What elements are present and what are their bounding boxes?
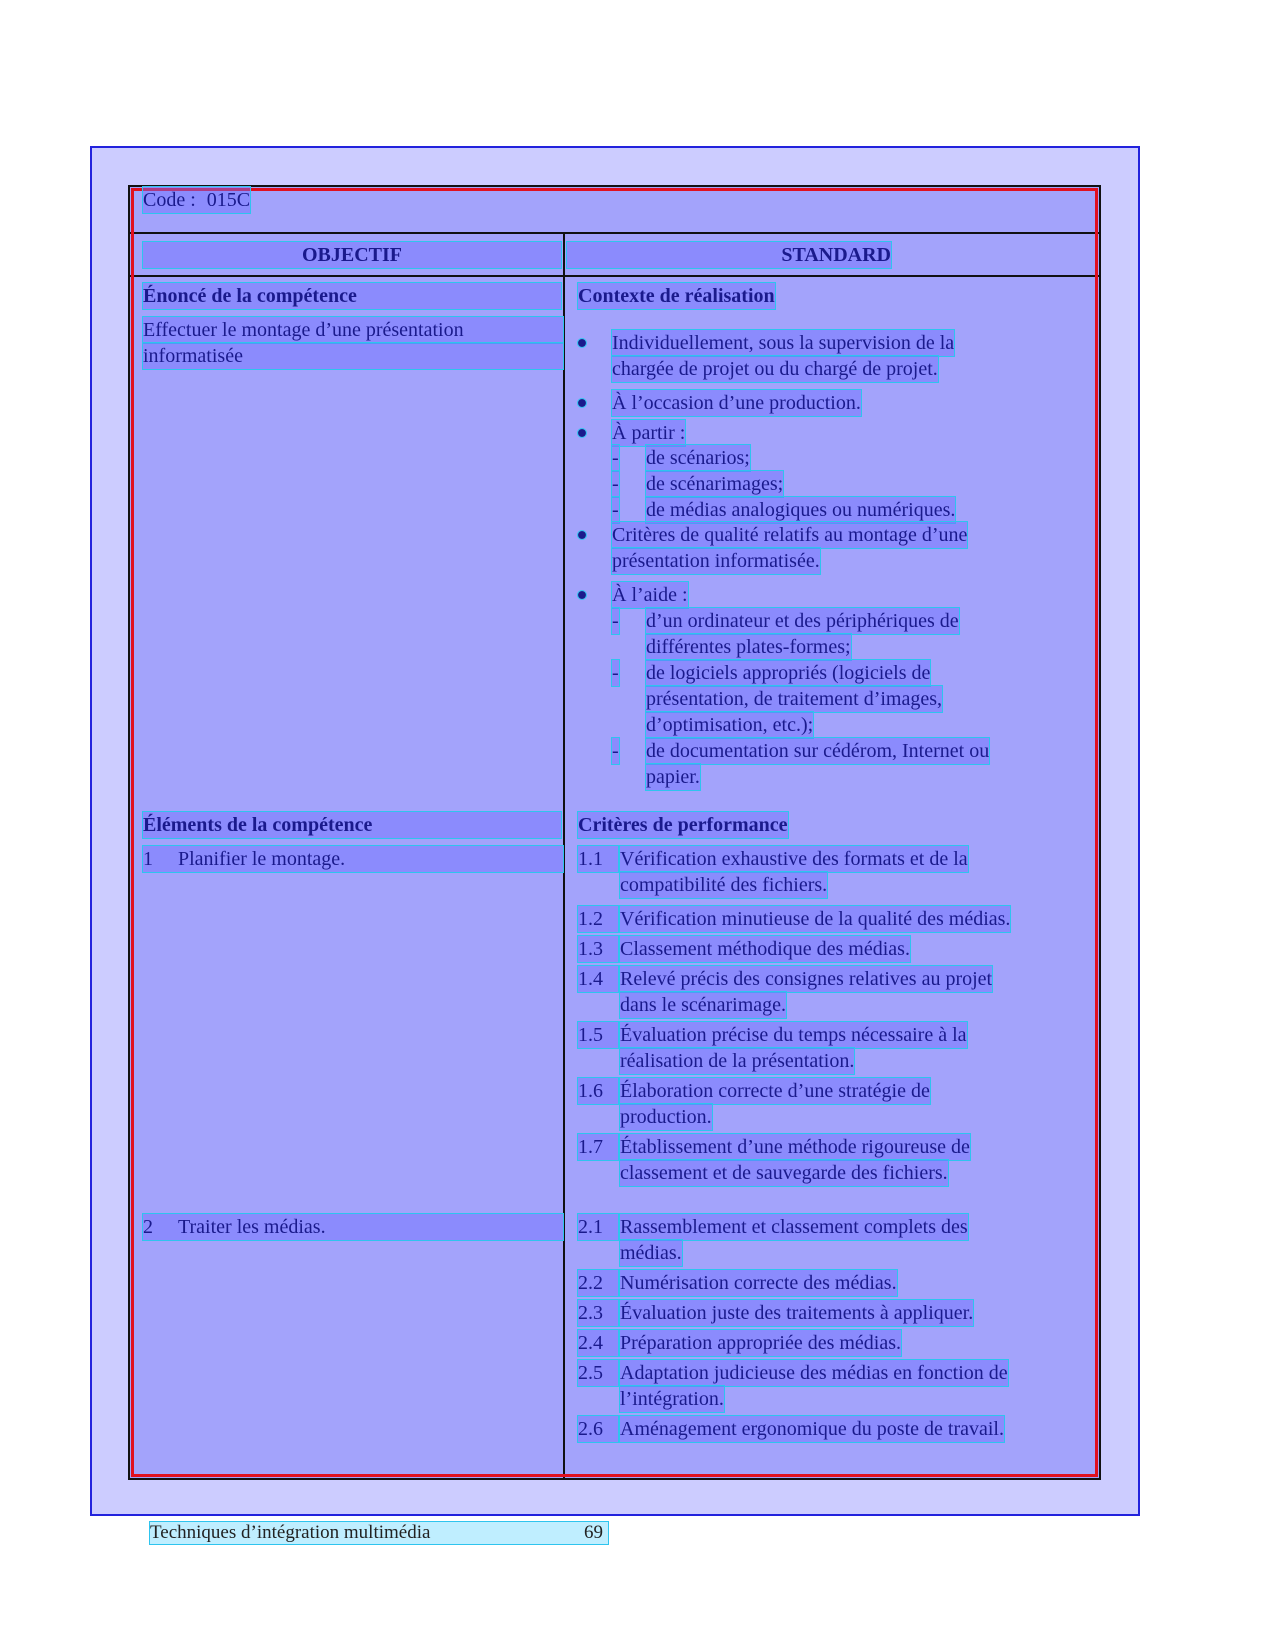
enonce-line-1: Effectuer le montage d’une présentation <box>143 317 563 343</box>
contexte-sub-5-1-line-2: différentes plates-formes; <box>646 636 851 658</box>
critere-1-num-3: 1.3 <box>578 936 618 962</box>
code-label: Code : <box>143 189 196 211</box>
critere-2-num-6: 2.6 <box>578 1416 618 1442</box>
criteres-heading: Critères de performance <box>578 814 788 836</box>
critere-1-num-1: 1.1 <box>578 846 618 872</box>
footer-title: Techniques d’intégration multimédia <box>150 1522 431 1543</box>
contexte-sub-dash-5-3: - <box>612 740 619 762</box>
contexte-bullet-4 <box>578 531 586 539</box>
critere-1-1-line-1: Vérification exhaustive des formats et de la <box>620 848 968 870</box>
critere-1-1-line-2: compatibilité des fichiers. <box>620 874 828 896</box>
code-line <box>143 187 250 213</box>
critere-2-num-5: 2.5 <box>578 1360 618 1386</box>
column-divider <box>563 234 565 1478</box>
contexte-heading: Contexte de réalisation <box>578 285 775 307</box>
contexte-sub-5-3-line-2: papier. <box>646 766 700 788</box>
critere-1-3-line-1: Classement méthodique des médias. <box>620 938 910 960</box>
enonce-line-2: informatisée <box>143 343 563 369</box>
contexte-item-2-line-1: À l’occasion d’une production. <box>612 392 861 414</box>
contexte-sub-5-2-line-1: de logiciels appropriés (logiciels de <box>646 662 931 684</box>
element-2-label: Traiter les médias. <box>178 1216 326 1238</box>
contexte-sub-dash-5-1: - <box>612 610 619 632</box>
critere-1-5-line-1: Évaluation précise du temps nécessaire à la <box>620 1024 967 1046</box>
critere-1-6-line-2: production. <box>620 1106 712 1128</box>
critere-2-3-line-1: Évaluation juste des traitements à appliquer. <box>620 1302 974 1324</box>
contexte-sub-5-1-line-1: d’un ordinateur et des périphériques de <box>646 610 959 632</box>
contexte-bullet-1 <box>578 339 586 347</box>
critere-1-num-4: 1.4 <box>578 966 618 992</box>
critere-2-5-line-2: l’intégration. <box>620 1388 724 1410</box>
critere-2-1-line-2: médias. <box>620 1242 682 1264</box>
page-number: 69 <box>584 1522 603 1543</box>
contexte-sub-dash-5-2: - <box>612 662 619 684</box>
enonce-heading: Énoncé de la compétence <box>143 283 561 309</box>
critere-1-4-line-1: Relevé précis des consignes relatives au projet <box>620 968 993 990</box>
critere-1-num-6: 1.6 <box>578 1078 618 1104</box>
element-1-num: 1 <box>143 848 153 870</box>
critere-2-num-1: 2.1 <box>578 1214 618 1240</box>
critere-2-2-line-1: Numérisation correcte des médias. <box>620 1272 897 1294</box>
contexte-sub-dash-3-3: - <box>612 499 619 521</box>
contexte-bullet-2 <box>578 399 586 407</box>
contexte-item-4-line-2: présentation informatisée. <box>612 550 820 572</box>
critere-1-5-line-2: réalisation de la présentation. <box>620 1050 855 1072</box>
header-top-rule <box>130 232 1099 234</box>
critere-2-1-line-1: Rassemblement et classement complets des <box>620 1216 968 1238</box>
contexte-sub-dash-3-2: - <box>612 473 619 495</box>
standard-header: STANDARD <box>567 242 891 268</box>
contexte-item-4-line-1: Critères de qualité relatifs au montage d’une <box>612 524 968 546</box>
code-value: 015C <box>206 189 251 211</box>
critere-2-6-line-1: Aménagement ergonomique du poste de travail. <box>620 1418 1004 1440</box>
contexte-sub-5-2-line-2: présentation, de traitement d’images, <box>646 688 943 710</box>
critere-2-num-3: 2.3 <box>578 1300 618 1326</box>
contexte-sub-5-2-line-3: d’optimisation, etc.); <box>646 714 814 736</box>
critere-1-4-line-2: dans le scénarimage. <box>620 994 787 1016</box>
critere-1-2-line-1: Vérification minutieuse de la qualité des médias. <box>620 908 1011 930</box>
critere-2-num-2: 2.2 <box>578 1270 618 1296</box>
contexte-sub-dash-3-1: - <box>612 447 619 469</box>
contexte-bullet-3 <box>578 429 586 437</box>
critere-1-7-line-2: classement et de sauvegarde des fichiers. <box>620 1162 948 1184</box>
critere-1-7-line-1: Établissement d’une méthode rigoureuse de <box>620 1136 970 1158</box>
element-1-label: Planifier le montage. <box>178 848 346 870</box>
element-1 <box>143 846 563 872</box>
critere-2-num-4: 2.4 <box>578 1330 618 1356</box>
critere-1-num-5: 1.5 <box>578 1022 618 1048</box>
page-footer <box>150 1522 608 1544</box>
critere-1-6-line-1: Élaboration correcte d’une stratégie de <box>620 1080 930 1102</box>
contexte-item-3-line-1: À partir : <box>612 422 686 444</box>
elements-heading: Éléments de la compétence <box>143 812 561 838</box>
header-bottom-rule <box>130 275 1099 277</box>
contexte-sub-3-1-line-1: de scénarios; <box>646 447 750 469</box>
critere-1-num-2: 1.2 <box>578 906 618 932</box>
contexte-item-1-line-2: chargée de projet ou du chargé de projet. <box>612 358 938 380</box>
contexte-sub-3-2-line-1: de scénarimages; <box>646 473 784 495</box>
critere-2-4-line-1: Préparation appropriée des médias. <box>620 1332 902 1354</box>
contexte-item-1-line-1: Individuellement, sous la supervision de la <box>612 332 955 354</box>
contexte-sub-5-3-line-1: de documentation sur cédérom, Internet ou <box>646 740 990 762</box>
contexte-sub-3-3-line-1: de médias analogiques ou numériques. <box>646 499 956 521</box>
element-2 <box>143 1214 563 1240</box>
objectif-header: OBJECTIF <box>143 242 561 268</box>
critere-2-5-line-1: Adaptation judicieuse des médias en fonction de <box>620 1362 1008 1384</box>
contexte-bullet-5 <box>578 591 586 599</box>
critere-1-num-7: 1.7 <box>578 1134 618 1160</box>
element-2-num: 2 <box>143 1216 153 1238</box>
contexte-item-5-line-1: À l’aide : <box>612 584 688 606</box>
